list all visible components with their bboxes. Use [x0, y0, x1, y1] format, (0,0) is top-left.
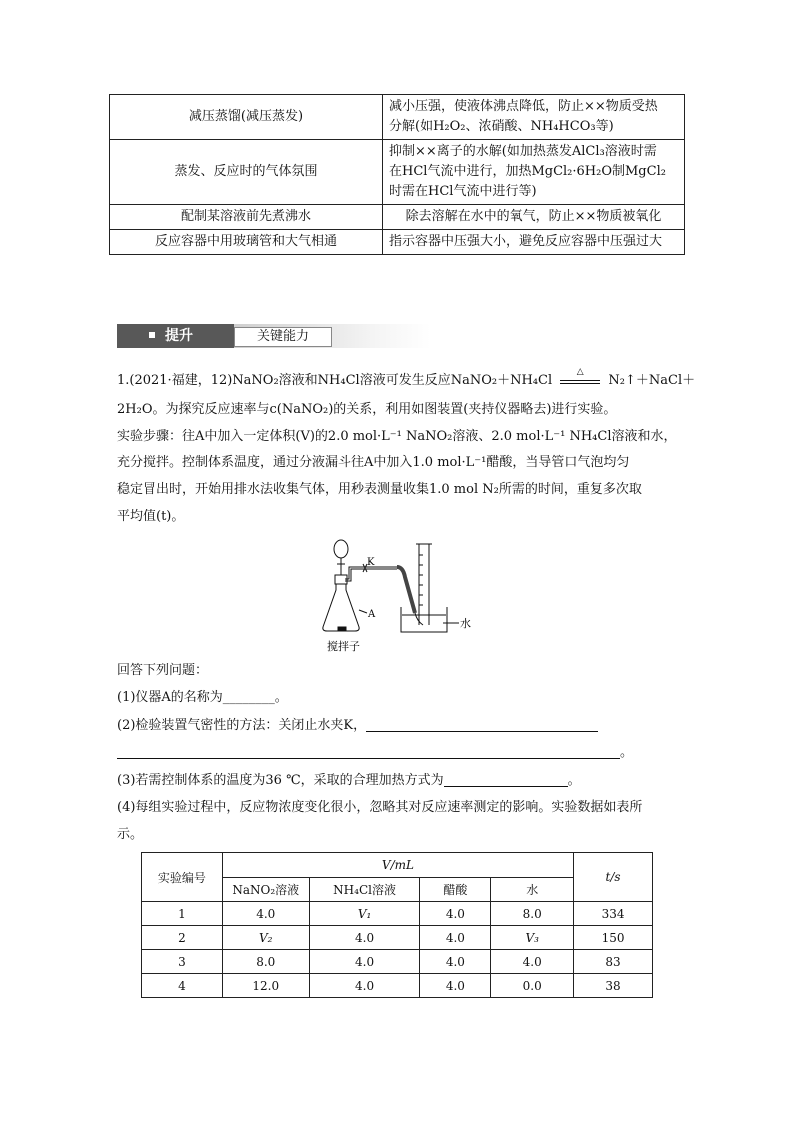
answer-prompt: 回答下列问题：	[117, 663, 209, 678]
label-a: A	[368, 609, 376, 620]
cell: 83	[574, 950, 653, 974]
purpose-line: 抑制××离子的水解(如加热蒸发AlCl₃溶液时需	[389, 144, 657, 159]
table-row	[142, 902, 653, 926]
cell: 4.0	[309, 974, 420, 998]
square-bullet-icon	[149, 332, 155, 338]
cell: 4.0	[420, 902, 491, 926]
purpose-line: 减小压强，使液体沸点降低，防止××物质受热	[389, 99, 658, 114]
apparatus-figure	[315, 535, 480, 655]
question-3	[117, 772, 682, 790]
banner-title: 关键能力	[234, 327, 332, 347]
question-4-cont: 示。	[117, 827, 144, 842]
purpose-line: 在HCl气流中进行，加热MgCl₂·6H₂O制MgCl₂	[389, 164, 666, 179]
triangle-icon: △	[576, 367, 584, 377]
question-text: N₂↑＋NaCl＋	[608, 373, 696, 388]
question-1: (1)仪器A的名称为________。	[117, 690, 288, 705]
question-line-1	[117, 367, 696, 390]
question-2-cont	[117, 744, 682, 762]
cell: 4.0	[420, 926, 491, 950]
question-text: (2)检验装置气密性的方法：关闭止水夹K，	[117, 718, 367, 733]
cell: 4	[142, 974, 223, 998]
cell: 8.0	[222, 950, 309, 974]
purpose-cell	[383, 205, 685, 230]
experiment-data-table	[141, 852, 653, 998]
cell: 150	[574, 926, 653, 950]
trough	[401, 607, 447, 632]
subheader-water: 水	[491, 877, 574, 902]
methods-table	[109, 94, 685, 255]
question-line-3: 实验步骤：往A中加入一定体积(V)的2.0 mol·L⁻¹ NaNO₂溶液、2.0 mol·L⁻¹ NH₄Cl溶液和水，	[117, 429, 677, 444]
answer-blank[interactable]	[444, 772, 568, 787]
label-stirrer: 搅拌子	[327, 640, 360, 653]
table-row	[142, 926, 653, 950]
purpose-line: 除去溶解在水中的氧气，防止××物质被氧化	[405, 209, 662, 224]
cell: 1	[142, 902, 223, 926]
cell: 4.0	[420, 950, 491, 974]
table-row	[110, 140, 685, 205]
cell: 8.0	[491, 902, 574, 926]
table-row	[110, 230, 685, 255]
subheader-nano2: NaNO₂溶液	[222, 877, 309, 902]
cell: V₂	[222, 926, 309, 950]
heat-arrow	[560, 367, 600, 384]
conical-flask	[323, 584, 359, 631]
question-text: 1.(2021·福建，12)NaNO₂溶液和NH₄Cl溶液可发生反应NaNO₂＋NH₄Cl	[117, 373, 553, 388]
purpose-line: 指示容器中压强大小，避免反应容器中压强过大	[389, 234, 663, 249]
label-k: K	[367, 557, 375, 568]
method-cell: 反应容器中用玻璃管和大气相通	[110, 230, 383, 255]
table-row	[142, 974, 653, 998]
label-water: 水	[460, 617, 471, 630]
cell: 4.0	[309, 950, 420, 974]
subheader-acetic-acid: 醋酸	[420, 877, 491, 902]
cell: 12.0	[222, 974, 309, 998]
section-banner	[117, 324, 431, 348]
question-4: (4)每组实验过程中，反应物浓度变化很小，忽略其对反应速率测定的影响。实验数据如表所	[117, 800, 643, 815]
cell: 4.0	[491, 950, 574, 974]
question-text: 。	[620, 745, 634, 760]
table-row	[110, 205, 685, 230]
question-line-6: 平均值(t)。	[117, 509, 185, 524]
answer-blank[interactable]	[366, 717, 598, 732]
header-experiment-id: 实验编号	[142, 853, 223, 902]
method-cell: 蒸发、反应时的气体氛围	[110, 140, 383, 205]
cell: V₁	[309, 902, 420, 926]
funnel-bulb	[334, 540, 348, 558]
purpose-line: 分解(如H₂O₂、浓硝酸、NH₄HCO₃等)	[389, 119, 614, 134]
question-2	[117, 717, 682, 735]
purpose-cell	[383, 140, 685, 205]
table-row	[110, 95, 685, 140]
method-cell: 配制某溶液前先煮沸水	[110, 205, 383, 230]
answer-blank[interactable]	[117, 744, 620, 759]
header-volume: V/mL	[222, 853, 573, 878]
method-cell: 减压蒸馏(减压蒸发)	[110, 95, 383, 140]
header-time: t/s	[574, 853, 653, 902]
table-header-row	[142, 853, 653, 878]
subheader-nh4cl: NH₄Cl溶液	[309, 877, 420, 902]
purpose-line: 时需在HCl气流中进行等)	[389, 184, 537, 199]
purpose-cell	[383, 95, 685, 140]
question-line-2: 2H₂O。为探究反应速率与c(NaNO₂)的关系，利用如图装置(夹持仪器略去)进行实验。	[117, 402, 617, 417]
cell: 3	[142, 950, 223, 974]
question-text: 。	[567, 773, 581, 788]
cell: 4.0	[309, 926, 420, 950]
question-line-4: 充分搅拌。控制体系温度，通过分液漏斗往A中加入1.0 mol·L⁻¹醋酸，当导管口气泡均匀	[117, 455, 630, 470]
cell: 2	[142, 926, 223, 950]
cell: 4.0	[222, 902, 309, 926]
cell: 334	[574, 902, 653, 926]
question-line-5: 稳定冒出时，开始用排水法收集气体，用秒表测量收集1.0 mol N₂所需的时间，重复多次取	[117, 482, 642, 497]
banner-tag: 提升	[165, 328, 193, 344]
table-row	[142, 950, 653, 974]
cell: 4.0	[420, 974, 491, 998]
purpose-cell	[383, 230, 685, 255]
cell: 38	[574, 974, 653, 998]
question-text: (3)若需控制体系的温度为36 ℃，采取的合理加热方式为	[117, 773, 444, 788]
cell: V₃	[491, 926, 574, 950]
cell: 0.0	[491, 974, 574, 998]
